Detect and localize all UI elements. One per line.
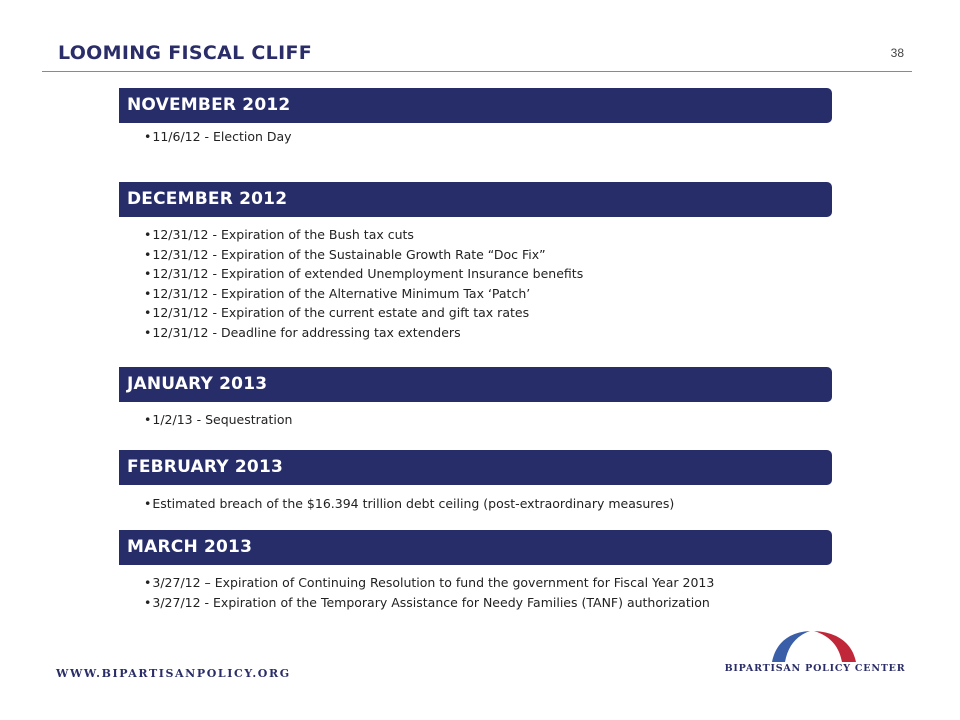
list-item: •12/31/12 - Expiration of the Bush tax cuts bbox=[144, 227, 414, 242]
logo-text: BIPARTISAN POLICY CENTER bbox=[724, 663, 906, 674]
section-header: JANUARY 2013 bbox=[119, 367, 832, 402]
bullet-icon: • bbox=[144, 305, 152, 320]
list-item: •3/27/12 – Expiration of Continuing Resolution to fund the government for Fiscal Year 2013 bbox=[144, 575, 715, 590]
section-february-2013 bbox=[119, 450, 832, 514]
section-march-2013 bbox=[119, 530, 832, 612]
item-list bbox=[119, 494, 832, 514]
bullet-icon: • bbox=[144, 324, 152, 340]
bullet-icon: • bbox=[144, 266, 152, 281]
list-item: •1/2/13 - Sequestration bbox=[144, 412, 293, 427]
list-item: •12/31/12 - Expiration of the Alternative Minimum Tax ‘Patch’ bbox=[144, 285, 531, 301]
bipartisan-arcs-logo-icon bbox=[768, 626, 860, 664]
section-header: FEBRUARY 2013 bbox=[119, 450, 832, 485]
bullet-icon: • bbox=[144, 575, 152, 590]
section-december-2012 bbox=[119, 182, 832, 342]
list-item: •12/31/12 - Deadline for addressing tax extenders bbox=[144, 324, 461, 340]
bullet-icon: • bbox=[144, 412, 152, 427]
list-item: •11/6/12 - Election Day bbox=[144, 129, 292, 144]
slide-title: LOOMING FISCAL CLIFF bbox=[58, 42, 313, 64]
section-header: MARCH 2013 bbox=[119, 530, 832, 565]
section-january-2013 bbox=[119, 367, 832, 430]
list-item: •12/31/12 - Expiration of extended Unemployment Insurance benefits bbox=[144, 266, 584, 281]
item-list bbox=[119, 127, 832, 147]
item-list bbox=[119, 225, 832, 342]
bullet-icon: • bbox=[144, 496, 152, 511]
item-list bbox=[119, 573, 832, 612]
bipartisan-policy-center-logo bbox=[720, 620, 910, 680]
bullet-icon: • bbox=[144, 594, 152, 610]
footer-url: WWW.BIPARTISANPOLICY.ORG bbox=[56, 667, 291, 680]
bullet-icon: • bbox=[144, 227, 152, 242]
bullet-icon: • bbox=[144, 129, 152, 144]
section-november-2012 bbox=[119, 88, 832, 147]
blue-arc bbox=[772, 631, 810, 662]
section-header: NOVEMBER 2012 bbox=[119, 88, 832, 123]
list-item: •12/31/12 - Expiration of the Sustainable Growth Rate “Doc Fix” bbox=[144, 246, 546, 262]
section-header: DECEMBER 2012 bbox=[119, 182, 832, 217]
list-item: •Estimated breach of the $16.394 trillion debt ceiling (post-extraordinary measures) bbox=[144, 496, 675, 511]
title-divider bbox=[42, 71, 912, 72]
bullet-icon: • bbox=[144, 246, 152, 262]
list-item: •12/31/12 - Expiration of the current estate and gift tax rates bbox=[144, 305, 530, 320]
page-number: 38 bbox=[890, 46, 904, 60]
list-item: •3/27/12 - Expiration of the Temporary Assistance for Needy Families (TANF) authorization bbox=[144, 594, 710, 610]
bullet-icon: • bbox=[144, 285, 152, 301]
item-list bbox=[119, 410, 832, 430]
red-arc bbox=[814, 631, 856, 662]
